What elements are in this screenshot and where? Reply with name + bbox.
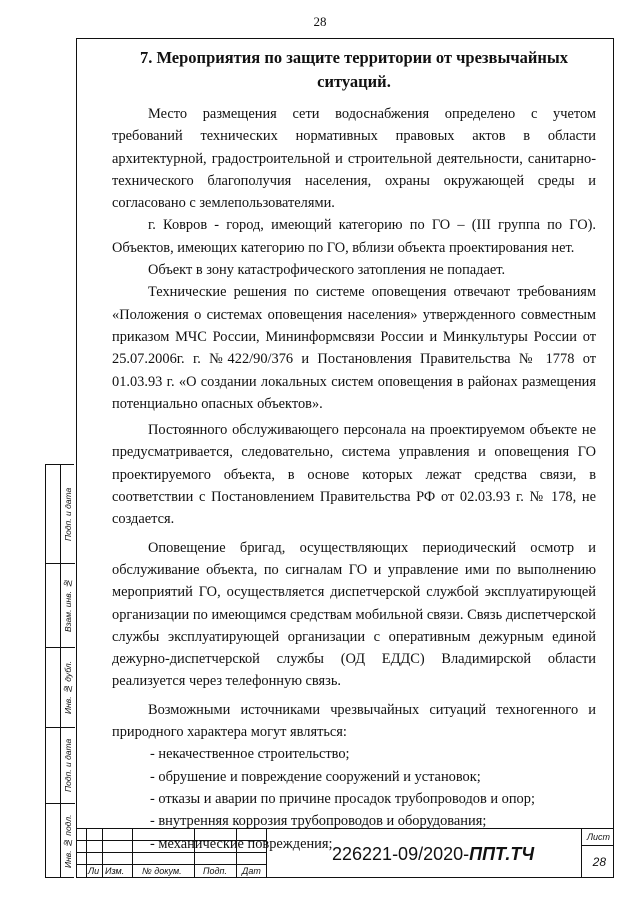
bullet-item: - механические повреждения; xyxy=(150,835,333,852)
side-label-vzam-inv: Взам. инв. № xyxy=(63,578,73,632)
page-number: 28 xyxy=(313,14,327,29)
paragraph-1: Место размещения сети водоснабжения определено с учетом требований технических нормативных правовых актов в области архитектурной, градостроительной и строительной деятельности, санитарно-технического благополучия населения, охраны окружающей среды и согласовано с землепользователями. xyxy=(112,106,596,212)
paragraph-6: Оповещение бригад, осуществляющих периодический осмотр и обслуживание объекта, по сигналам ГО и управление ими по выполнению мероприятий ГО, осуществляется диспетчерской службой эксплуатирующей организации по имеющимся средствам мобильной связи. Связь диспетчерской службы эксплуатирующей организации с оперативным дежурным единой дежурно-диспетчерской службы (ОД ЕДДС) Владимирской области реализуется через телефонную связь. xyxy=(112,539,596,690)
title-block-stamp xyxy=(76,828,614,878)
bullet-item: - некачественное строительство; xyxy=(150,746,350,763)
bullet-item: - отказы и аварии по причине просадок трубопроводов и опор; xyxy=(150,790,535,807)
sheet-label: Лист xyxy=(586,832,610,842)
bullet-item: - внутренняя коррозия трубопроводов и оборудования; xyxy=(150,813,487,830)
stamp-col-li: Ли xyxy=(88,866,100,876)
paragraph-4: Технические решения по системе оповещения отвечают требованиям «Положения о системах оповещения населения» утвержденного совместным приказом МЧС России, Мининформсвязи России и Минкультуры России от 25.07.2006г. г. №422/90/376 и Постановления Правительства № 1778 от 01.03.93 г. «О создании локальных систем оповещения в районах размещения потенциально опасных объектов». xyxy=(112,284,596,412)
document-code-suffix: ППТ.ТЧ xyxy=(469,844,535,864)
side-label-sign-date: Подп. и дата xyxy=(63,487,73,541)
bullet-item: - обрушение и повреждение сооружений и установок; xyxy=(150,768,481,785)
document-code xyxy=(332,844,534,865)
stamp-col-doc: № докум. xyxy=(142,866,182,876)
side-approval-strip xyxy=(45,464,74,878)
document-code-prefix: 226221-09/2020- xyxy=(332,844,470,864)
section-title: 7. Мероприятия по защите территории от чрезвычайных ситуаций. xyxy=(139,48,569,91)
side-label-sign-date-2: Подп. и дата xyxy=(63,738,73,792)
document-body xyxy=(112,46,596,855)
side-label-inv-dubl: Инв. № дубл. xyxy=(63,660,73,714)
paragraph-5: Постоянного обслуживающего персонала на проектируемом объекте не предусматривается, следовательно, система управления и оповещения ГО проектируемого объекта, в основе которых лежат средства связи, в соответствии с Постановлением Правительства РФ от 02.03.93 г. № 178, не создается. xyxy=(112,422,596,528)
stamp-col-sign: Подп. xyxy=(203,866,227,876)
stamp-col-izm: Изм. xyxy=(105,866,125,876)
paragraph-2: г. Ковров - город, имеющий категорию по ГО – (III группа по ГО). Объектов, имеющих категорию по ГО, вблизи объекта проектирования нет. xyxy=(112,217,596,256)
side-label-inv-podl: Инв. № подл. xyxy=(63,814,73,868)
paragraph-3: Объект в зону катастрофического затопления не попадает. xyxy=(148,262,506,279)
sheet-number: 28 xyxy=(592,855,606,869)
paragraph-7: Возможными источниками чрезвычайных ситуаций техногенного и природного характера могут являться: xyxy=(112,701,596,741)
stamp-col-date: Дат xyxy=(242,866,261,876)
